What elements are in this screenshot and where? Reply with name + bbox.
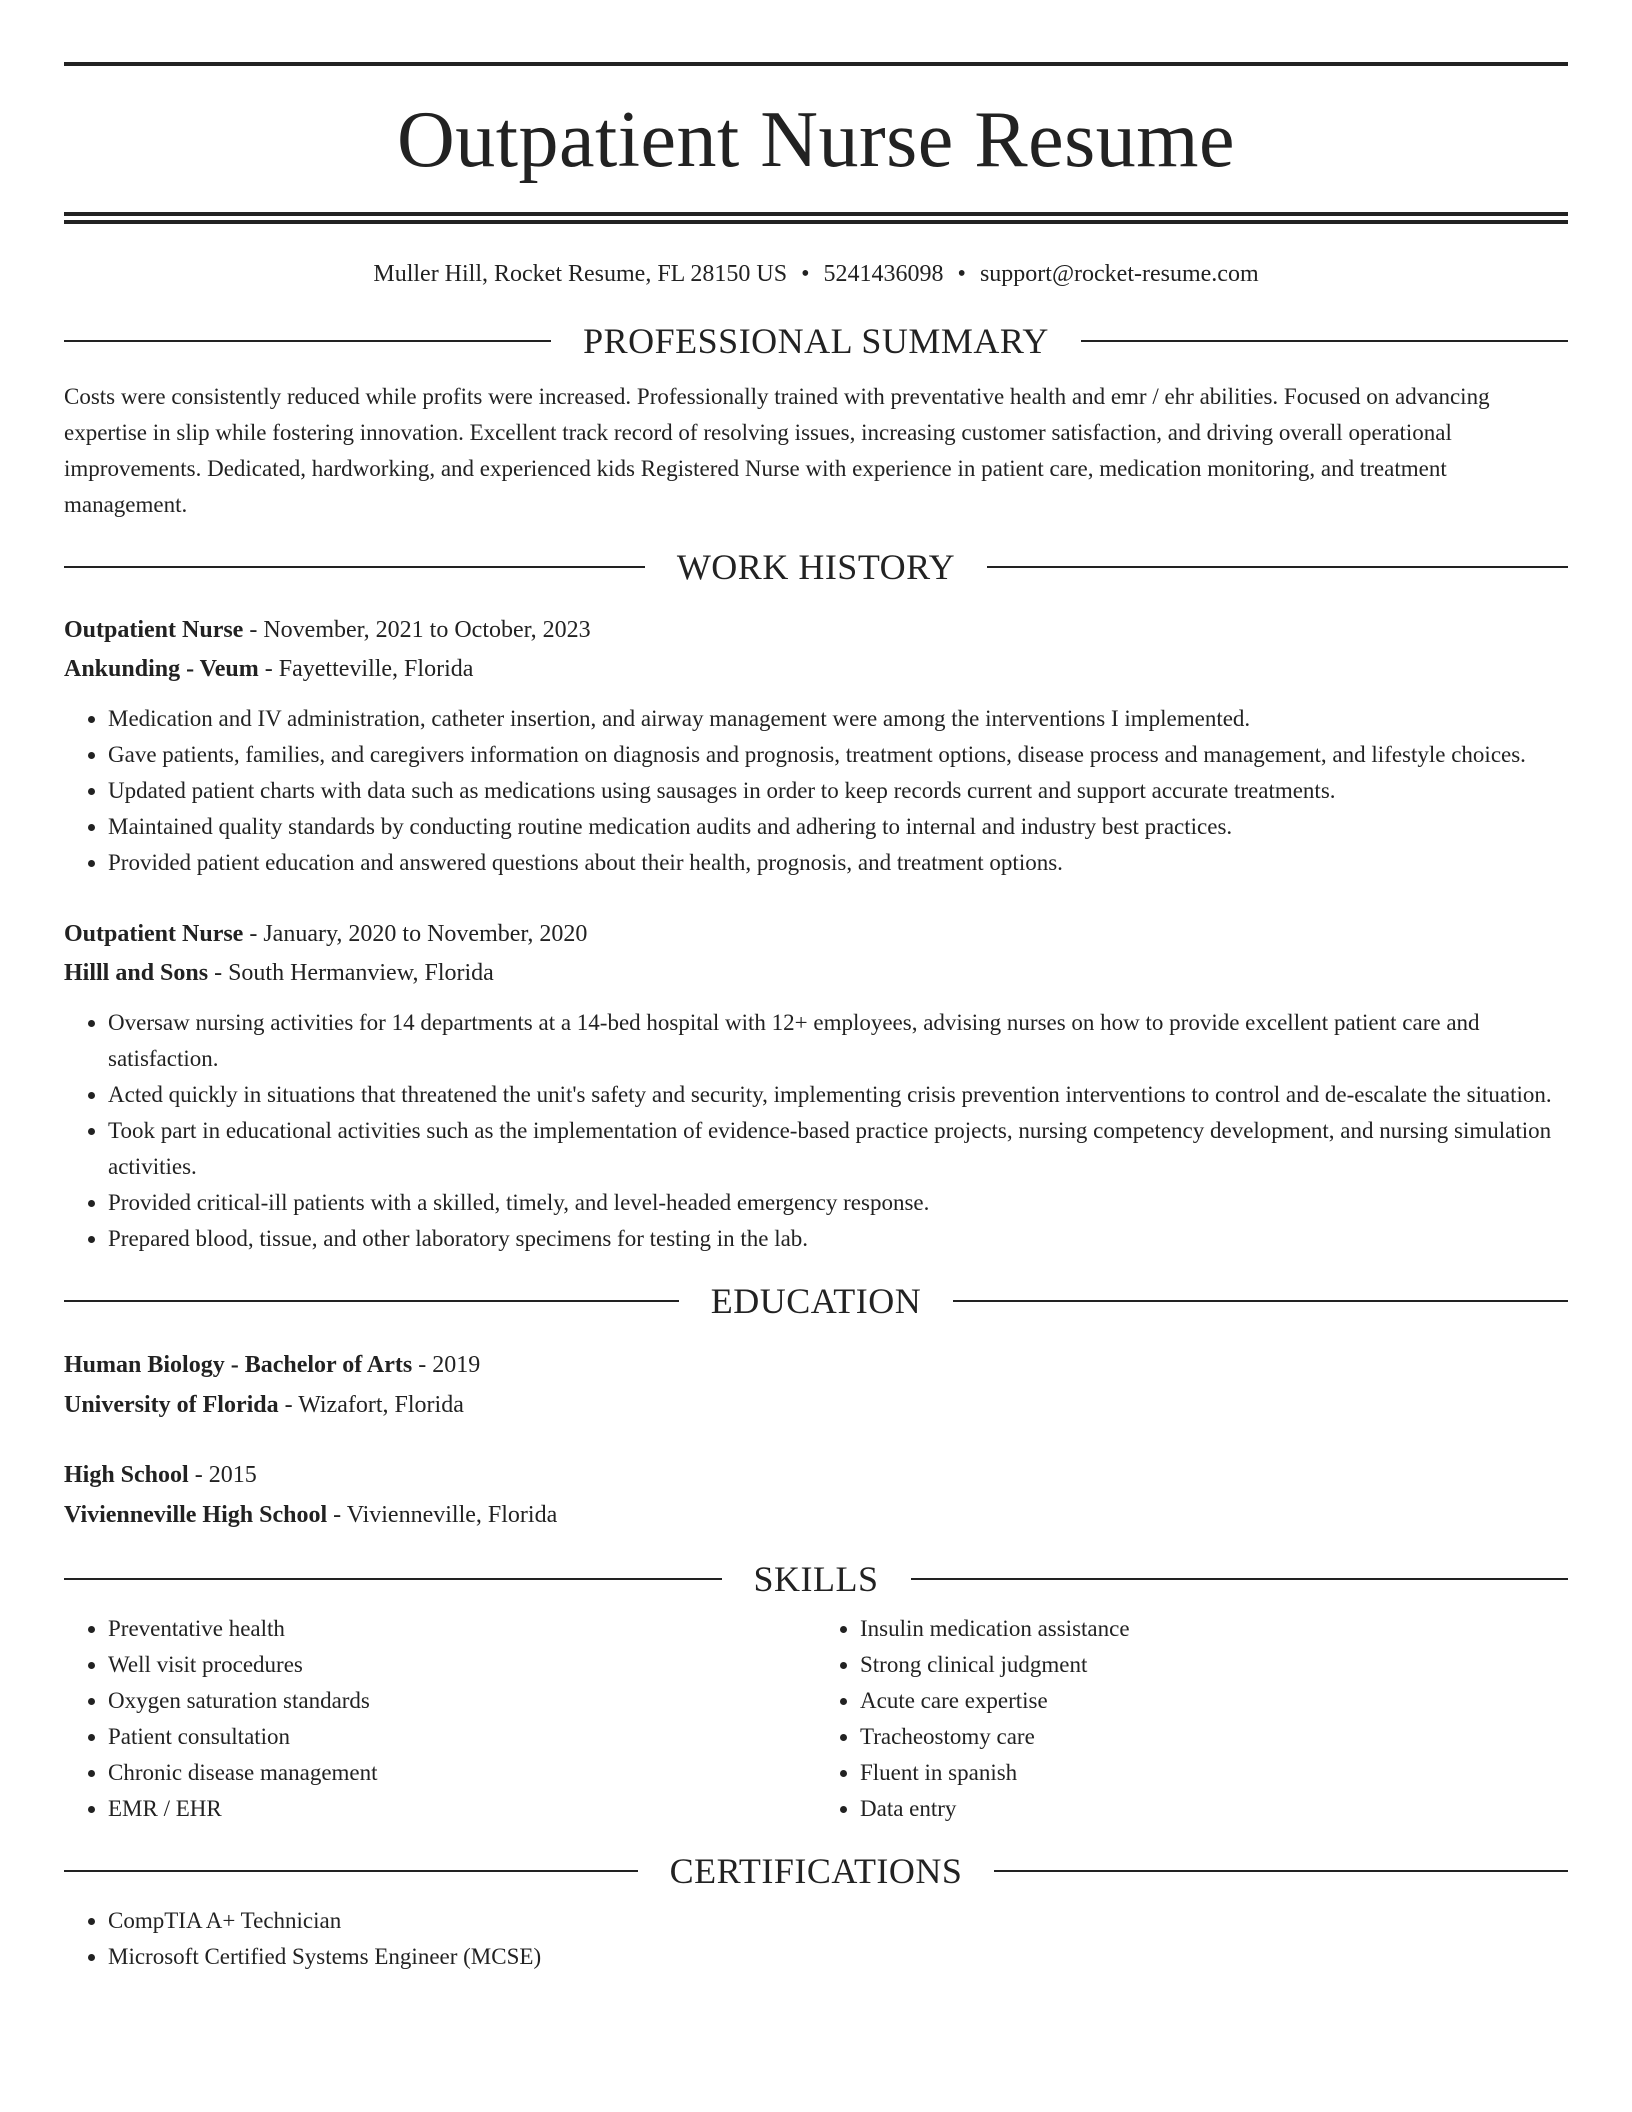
certifications-heading: CERTIFICATIONS	[669, 1850, 963, 1891]
certifications-list	[64, 1903, 1568, 1975]
list-item: • Acted quickly in situations that threatened the unit's safety and security, implementing crisis prevention interventions to control and de-escalate the situation.	[108, 1077, 1568, 1113]
heading-rule	[953, 1300, 1568, 1302]
skill-item: • Insulin medication assistance	[860, 1611, 1568, 1647]
job-entry	[64, 611, 1568, 881]
skill-item: • Well visit procedures	[108, 1647, 816, 1683]
heading-rule	[64, 340, 551, 342]
skills-columns	[64, 1611, 1568, 1827]
work-heading: WORK HISTORY	[676, 546, 956, 587]
top-rule	[64, 62, 1568, 66]
skill-item: • Tracheostomy care	[860, 1719, 1568, 1755]
list-item: • Took part in educational activities such as the implementation of evidence-based practice projects, nursing competency development, and nursing simulation activities.	[108, 1113, 1568, 1185]
job-bullets	[64, 701, 1568, 881]
section-heading-education	[64, 1280, 1568, 1321]
contact-address: Muller Hill, Rocket Resume, FL 28150 US	[373, 261, 788, 287]
job-dates: - November, 2021 to October, 2023	[243, 616, 591, 643]
education-location: - Wizafort, Florida	[278, 1391, 464, 1418]
skills-list-left	[64, 1611, 816, 1827]
resume-title: Outpatient Nurse Resume	[397, 96, 1235, 184]
skills-list-right	[816, 1611, 1568, 1827]
education-heading: EDUCATION	[710, 1280, 922, 1321]
skill-item: • Patient consultation	[108, 1719, 816, 1755]
resume-page	[64, 0, 1568, 1975]
skills-heading: SKILLS	[753, 1558, 879, 1599]
education-entry	[64, 1345, 1568, 1425]
contact-line	[64, 260, 1568, 289]
section-heading-certifications	[64, 1850, 1568, 1891]
skill-item: • Chronic disease management	[108, 1755, 816, 1791]
job-dates: - January, 2020 to November, 2020	[243, 920, 588, 947]
list-item: • Prepared blood, tissue, and other laboratory specimens for testing in the lab.	[108, 1221, 1568, 1257]
section-heading-work	[64, 546, 1568, 587]
skill-item: • Acute care expertise	[860, 1683, 1568, 1719]
job-location: - South Hermanview, Florida	[208, 959, 494, 986]
job-header	[64, 915, 1568, 993]
job-title: Outpatient Nurse	[64, 616, 244, 643]
section-heading-skills	[64, 1558, 1568, 1599]
job-location: - Fayetteville, Florida	[258, 655, 474, 682]
heading-rule	[987, 566, 1568, 568]
education-degree: Human Biology - Bachelor of Arts	[64, 1351, 413, 1378]
education-school: University of Florida	[64, 1391, 279, 1418]
list-item: • Updated patient charts with data such as medications using sausages in order to keep records current and support accurate treatments.	[108, 773, 1568, 809]
contact-email: support@rocket-resume.com	[979, 261, 1259, 287]
contact-phone: 5241436098	[823, 261, 944, 287]
section-heading-summary	[64, 320, 1568, 361]
education-location: - Vivienneville, Florida	[327, 1501, 558, 1528]
education-entry	[64, 1455, 1568, 1535]
contact-separator: •	[957, 261, 966, 287]
heading-rule	[64, 1300, 679, 1302]
education-year: - 2019	[412, 1351, 481, 1378]
list-item: • Provided patient education and answered questions about their health, prognosis, and treatment options.	[108, 845, 1568, 881]
heading-rule	[64, 566, 645, 568]
summary-heading: PROFESSIONAL SUMMARY	[583, 320, 1049, 361]
heading-rule	[64, 1870, 638, 1872]
job-company: Ankunding - Veum	[64, 655, 259, 682]
heading-rule	[64, 1578, 722, 1580]
job-title: Outpatient Nurse	[64, 920, 244, 947]
summary-text: Costs were consistently reduced while profits were increased. Professionally trained with preventative health and emr / ehr abilities. Focused on advancing expertise in slip while fostering innovation. Excellent track record of resolving issues, increasing customer satisfaction, and driving overall operational improvements. Dedicated, hardworking, and experienced kids Registered Nurse with experience in patient care, medication monitoring, and treatment management.	[64, 383, 1490, 517]
job-entry	[64, 915, 1568, 1257]
skill-item: • EMR / EHR	[108, 1791, 816, 1827]
education-degree: High School	[64, 1461, 189, 1488]
list-item: • Provided critical-ill patients with a skilled, timely, and level-headed emergency response.	[108, 1185, 1568, 1221]
education-school: Vivienneville High School	[64, 1501, 328, 1528]
skill-item: • Preventative health	[108, 1611, 816, 1647]
job-header	[64, 611, 1568, 689]
contact-separator: •	[801, 261, 810, 287]
job-company: Hilll and Sons	[64, 959, 209, 986]
list-item: • Gave patients, families, and caregivers information on diagnosis and prognosis, treatment options, disease process and management, and lifestyle choices.	[108, 737, 1568, 773]
heading-rule	[994, 1870, 1568, 1872]
skill-item: • Data entry	[860, 1791, 1568, 1827]
heading-rule	[1081, 340, 1568, 342]
title-double-rule	[64, 212, 1568, 224]
heading-rule	[911, 1578, 1569, 1580]
list-item: • Oversaw nursing activities for 14 departments at a 14-bed hospital with 12+ employees, advising nurses on how to provide excellent patient care and satisfaction.	[108, 1005, 1568, 1077]
education-year: - 2015	[188, 1461, 257, 1488]
skill-item: • Strong clinical judgment	[860, 1647, 1568, 1683]
list-item: • Maintained quality standards by conducting routine medication audits and adhering to internal and industry best practices.	[108, 809, 1568, 845]
certification-item: • Microsoft Certified Systems Engineer (MCSE)	[108, 1939, 1568, 1975]
job-bullets	[64, 1005, 1568, 1257]
skill-item: • Fluent in spanish	[860, 1755, 1568, 1791]
list-item: • Medication and IV administration, catheter insertion, and airway management were among the interventions I implemented.	[108, 701, 1568, 737]
certification-item: • CompTIA A+ Technician	[108, 1903, 1568, 1939]
skill-item: • Oxygen saturation standards	[108, 1683, 816, 1719]
